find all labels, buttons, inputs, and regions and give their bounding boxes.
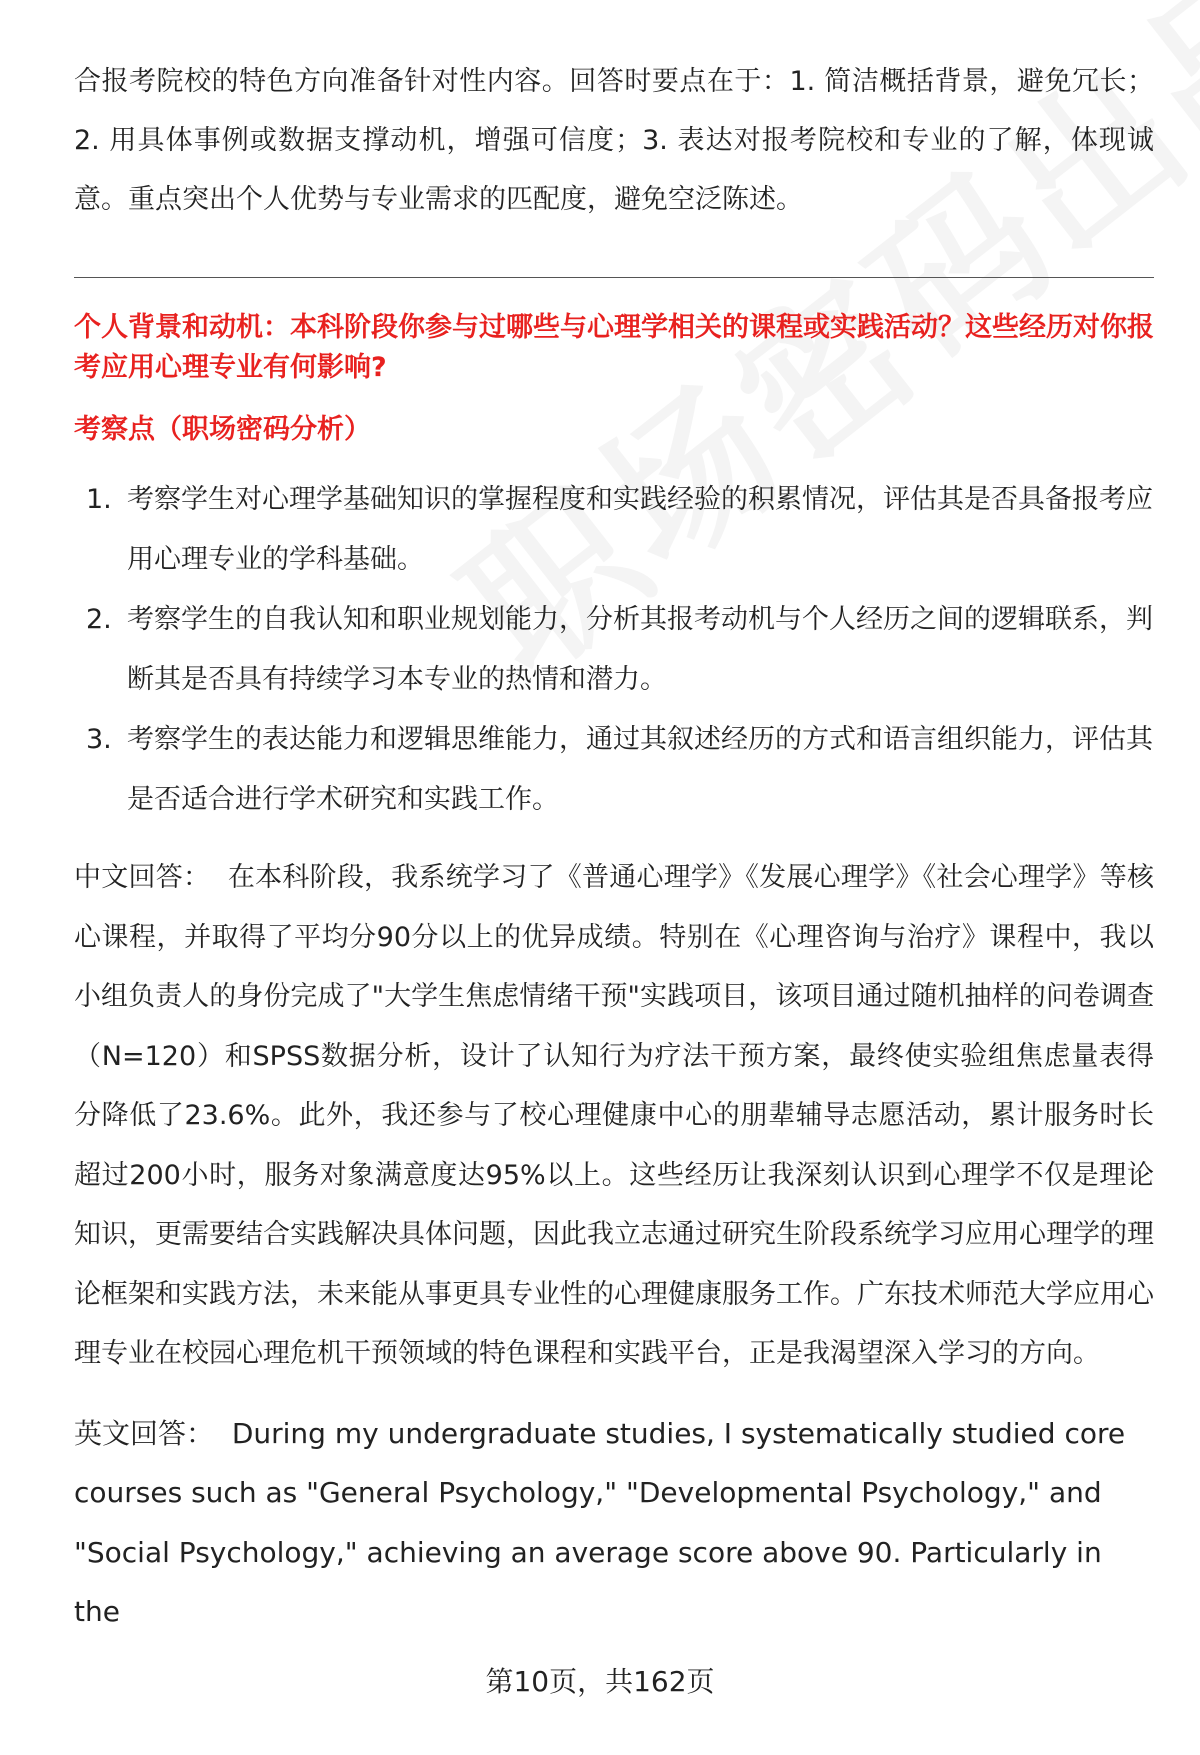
intro-paragraph: 合报考院校的特色方向准备针对性内容。回答时要点在于：1. 简洁概括背景，避免冗长；2. 用具体事例或数据支撑动机，增强可信度；3. 表达对报考院校和专业的了解，体现诚意。重点突出个人优势与专业需求的匹配度，避免空泛陈述。: [74, 66, 1154, 215]
chinese-answer: [74, 848, 1154, 1384]
english-answer-label: 英文回答：: [74, 1416, 215, 1450]
list-number: 1.: [86, 484, 112, 515]
document-page: [74, 52, 1154, 1642]
english-answer: [74, 1404, 1154, 1642]
chinese-answer-label: 中文回答：: [74, 862, 211, 893]
list-text: 考察学生的表达能力和逻辑思维能力，通过其叙述经历的方式和语言组织能力，评估其是否适合进行学术研究和实践工作。: [127, 724, 1153, 815]
list-number: 2.: [86, 604, 112, 635]
list-text: 考察学生的自我认知和职业规划能力，分析其报考动机与个人经历之间的逻辑联系，判断其是否具有持续学习本专业的热情和潜力。: [127, 604, 1153, 695]
assessment-title: 考察点（职场密码分析）: [74, 414, 371, 445]
chinese-answer-text: 在本科阶段，我系统学习了《普通心理学》《发展心理学》《社会心理学》等核心课程，并取得了平均分90分以上的优异成绩。特别在《心理咨询与治疗》课程中，我以小组负责人的身份完成了"大学生焦虑情绪干预"实践项目，该项目通过随机抽样的问卷调查（N=120）和SPSS数据分析，设计了认知行为疗法干预方案，最终使实验组焦虑量表得分降低了23.6%。此外，我还参与了校心理健康中心的朋辈辅导志愿活动，累计服务时长超过200小时，服务对象满意度达95%以上。这些经历让我深刻认识到心理学不仅是理论知识，更需要结合实践解决具体问题，因此我立志通过研究生阶段系统学习应用心理学的理论框架和实践方法，未来能从事更具专业性的心理健康服务工作。广东技术师范大学应用心理专业在校园心理危机干预领域的特色课程和实践平台，正是我渴望深入学习的方向。: [74, 862, 1155, 1369]
list-item: [74, 470, 1154, 590]
section-divider: [74, 277, 1154, 278]
english-answer-text: During my undergraduate studies, I systematically studied core courses such as "General Psychology," "Developmental Psychology," and "Social Psychology," achieving an average score above 90. Particularly in the: [74, 1416, 1126, 1628]
question-heading: 个人背景和动机：本科阶段你参与过哪些与心理学相关的课程或实践活动？这些经历对你报考应用心理专业有何影响?: [74, 312, 1154, 383]
assessment-list: [74, 470, 1154, 830]
page-footer: 第10页，共162页: [485, 1665, 715, 1698]
list-item: [74, 590, 1154, 710]
list-item: [74, 710, 1154, 830]
list-text: 考察学生对心理学基础知识的掌握程度和实践经验的积累情况，评估其是否具备报考应用心理专业的学科基础。: [127, 484, 1153, 575]
list-number: 3.: [86, 724, 112, 755]
